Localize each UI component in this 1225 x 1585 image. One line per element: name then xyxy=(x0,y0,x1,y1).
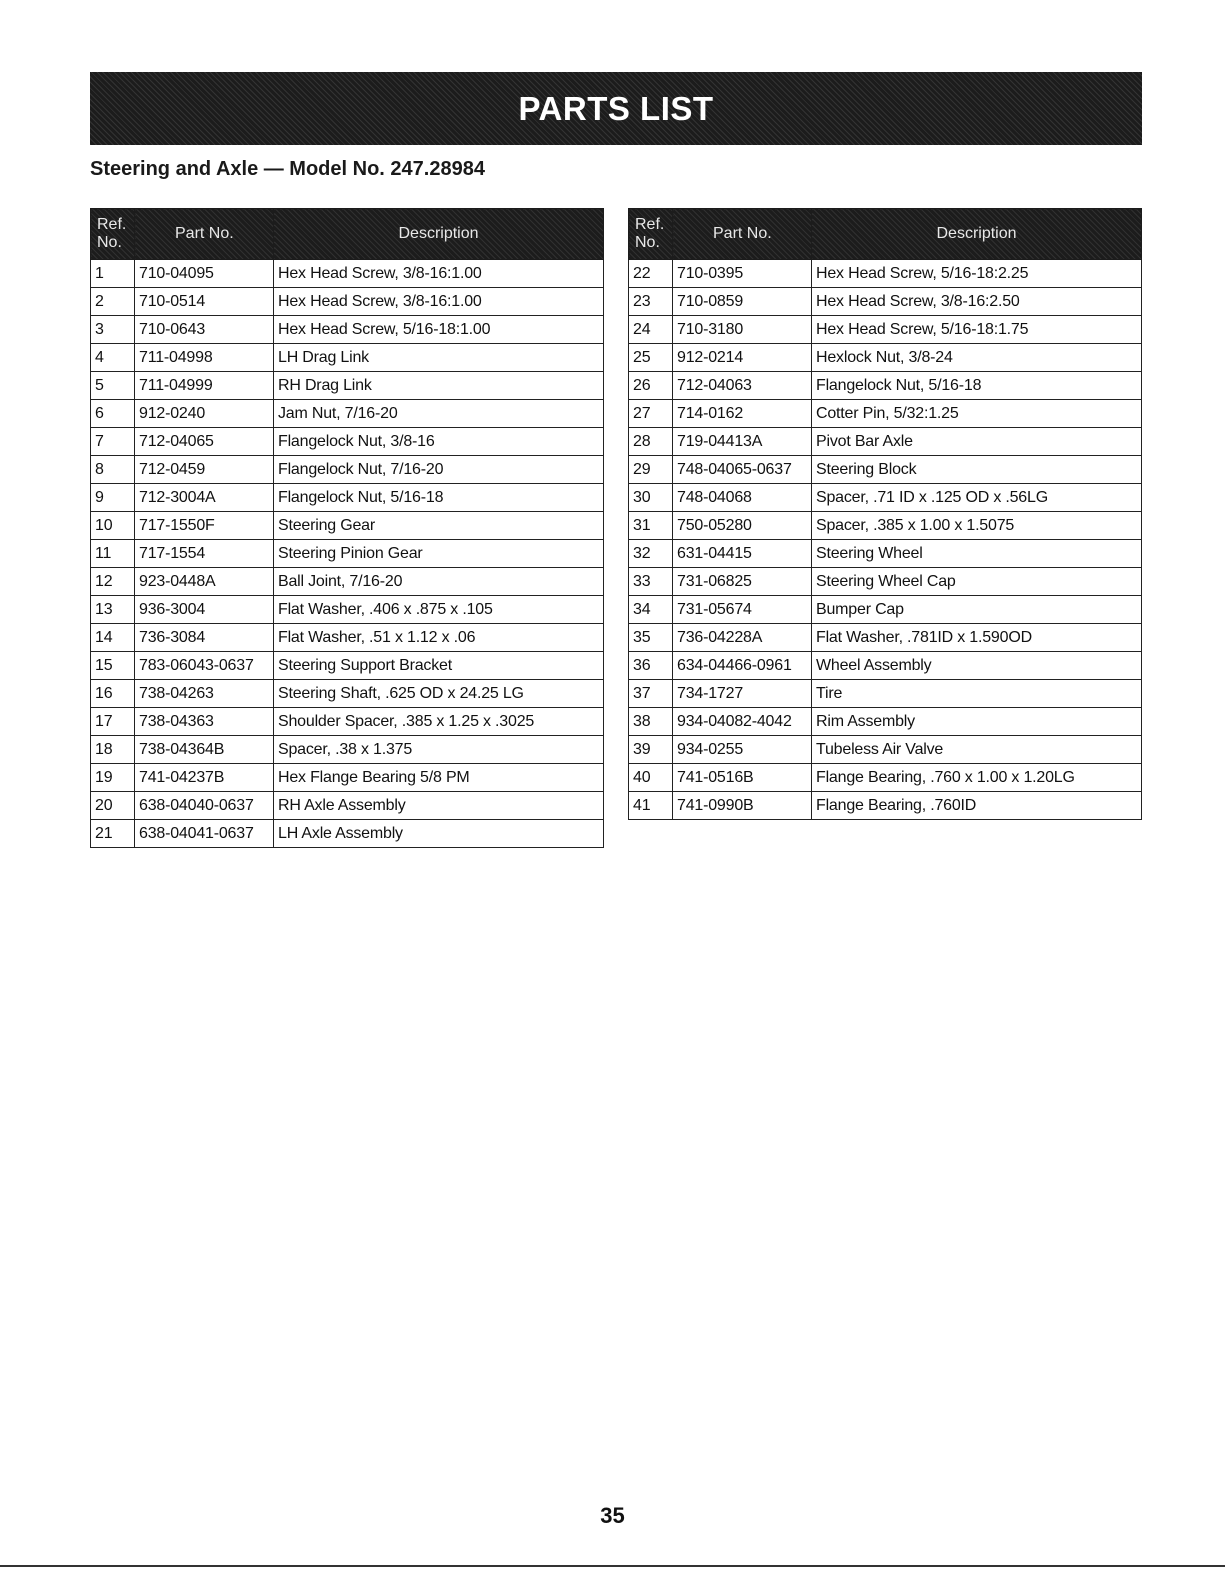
description-cell: Steering Wheel xyxy=(812,540,1142,568)
table-row xyxy=(91,512,604,540)
ref-no-cell: 37 xyxy=(629,680,673,708)
ref-no-cell: 29 xyxy=(629,456,673,484)
description-cell: RH Axle Assembly xyxy=(274,792,604,820)
part-no-cell: 710-0514 xyxy=(135,288,274,316)
part-no-cell: 783-06043-0637 xyxy=(135,652,274,680)
ref-no-cell: 39 xyxy=(629,736,673,764)
table-row xyxy=(629,400,1142,428)
description-cell: Flangelock Nut, 7/16-20 xyxy=(274,456,604,484)
description-cell: Tubeless Air Valve xyxy=(812,736,1142,764)
description-cell: Hex Head Screw, 5/16-18:1.00 xyxy=(274,316,604,344)
table-header-row xyxy=(629,209,1142,260)
ref-no-cell: 7 xyxy=(91,428,135,456)
part-no-cell: 936-3004 xyxy=(135,596,274,624)
description-cell: Flangelock Nut, 3/8-16 xyxy=(274,428,604,456)
part-no-cell: 717-1550F xyxy=(135,512,274,540)
table-row xyxy=(629,260,1142,288)
table-row xyxy=(629,568,1142,596)
table-row xyxy=(629,540,1142,568)
table-row xyxy=(629,456,1142,484)
ref-no-cell: 13 xyxy=(91,596,135,624)
part-no-cell: 923-0448A xyxy=(135,568,274,596)
table-row xyxy=(629,512,1142,540)
ref-no-cell: 3 xyxy=(91,316,135,344)
description-header: Description xyxy=(274,209,604,260)
ref-no-cell: 33 xyxy=(629,568,673,596)
ref-no-cell: 38 xyxy=(629,708,673,736)
table-row xyxy=(629,428,1142,456)
table-row xyxy=(629,316,1142,344)
description-cell: RH Drag Link xyxy=(274,372,604,400)
description-cell: Tire xyxy=(812,680,1142,708)
table-row xyxy=(91,568,604,596)
table-row xyxy=(629,680,1142,708)
description-cell: Flat Washer, .406 x .875 x .105 xyxy=(274,596,604,624)
table-row xyxy=(91,400,604,428)
description-cell: Rim Assembly xyxy=(812,708,1142,736)
table-row xyxy=(91,484,604,512)
part-no-header: Part No. xyxy=(135,209,274,260)
table-row xyxy=(91,764,604,792)
part-no-cell: 712-0459 xyxy=(135,456,274,484)
part-no-cell: 710-0643 xyxy=(135,316,274,344)
part-no-cell: 748-04068 xyxy=(673,484,812,512)
part-no-cell: 710-04095 xyxy=(135,260,274,288)
ref-no-cell: 34 xyxy=(629,596,673,624)
ref-no-cell: 27 xyxy=(629,400,673,428)
table-row xyxy=(629,652,1142,680)
ref-no-header: Ref. No. xyxy=(629,209,673,260)
ref-no-cell: 5 xyxy=(91,372,135,400)
parts-table-left xyxy=(90,208,604,848)
table-row xyxy=(629,764,1142,792)
description-cell: Wheel Assembly xyxy=(812,652,1142,680)
description-cell: Hex Flange Bearing 5/8 PM xyxy=(274,764,604,792)
table-row xyxy=(91,260,604,288)
part-no-cell: 731-06825 xyxy=(673,568,812,596)
description-cell: LH Axle Assembly xyxy=(274,820,604,848)
description-cell: Steering Pinion Gear xyxy=(274,540,604,568)
part-no-cell: 912-0214 xyxy=(673,344,812,372)
ref-no-cell: 40 xyxy=(629,764,673,792)
ref-no-cell: 18 xyxy=(91,736,135,764)
part-no-cell: 719-04413A xyxy=(673,428,812,456)
part-no-cell: 634-04466-0961 xyxy=(673,652,812,680)
part-no-cell: 711-04998 xyxy=(135,344,274,372)
ref-no-cell: 32 xyxy=(629,540,673,568)
description-cell: Hex Head Screw, 3/8-16:1.00 xyxy=(274,260,604,288)
description-cell: Flat Washer, .781ID x 1.590OD xyxy=(812,624,1142,652)
table-row xyxy=(91,624,604,652)
bottom-divider xyxy=(0,1565,1225,1567)
ref-no-cell: 19 xyxy=(91,764,135,792)
ref-no-cell: 15 xyxy=(91,652,135,680)
description-cell: Ball Joint, 7/16-20 xyxy=(274,568,604,596)
ref-no-cell: 20 xyxy=(91,792,135,820)
table-row xyxy=(629,792,1142,820)
description-cell: Shoulder Spacer, .385 x 1.25 x .3025 xyxy=(274,708,604,736)
part-no-cell: 750-05280 xyxy=(673,512,812,540)
ref-no-cell: 35 xyxy=(629,624,673,652)
description-cell: Steering Wheel Cap xyxy=(812,568,1142,596)
description-cell: Spacer, .385 x 1.00 x 1.5075 xyxy=(812,512,1142,540)
ref-no-cell: 17 xyxy=(91,708,135,736)
part-no-cell: 638-04041-0637 xyxy=(135,820,274,848)
table-row xyxy=(629,344,1142,372)
page-number: 35 xyxy=(600,1503,625,1528)
description-cell: Spacer, .71 ID x .125 OD x .56LG xyxy=(812,484,1142,512)
description-cell: Hexlock Nut, 3/8-24 xyxy=(812,344,1142,372)
ref-no-cell: 4 xyxy=(91,344,135,372)
parts-list-banner xyxy=(90,72,1142,145)
table-row xyxy=(91,596,604,624)
part-no-cell: 736-04228A xyxy=(673,624,812,652)
ref-no-cell: 12 xyxy=(91,568,135,596)
table-row xyxy=(629,736,1142,764)
ref-no-cell: 1 xyxy=(91,260,135,288)
description-cell: Bumper Cap xyxy=(812,596,1142,624)
table-row xyxy=(91,288,604,316)
table-row xyxy=(91,736,604,764)
part-no-cell: 738-04363 xyxy=(135,708,274,736)
ref-no-cell: 11 xyxy=(91,540,135,568)
part-no-cell: 711-04999 xyxy=(135,372,274,400)
table-row xyxy=(91,792,604,820)
ref-no-header: Ref. No. xyxy=(91,209,135,260)
part-no-cell: 631-04415 xyxy=(673,540,812,568)
part-no-cell: 710-3180 xyxy=(673,316,812,344)
description-cell: Flangelock Nut, 5/16-18 xyxy=(812,372,1142,400)
part-no-header: Part No. xyxy=(673,209,812,260)
ref-no-cell: 6 xyxy=(91,400,135,428)
ref-no-cell: 2 xyxy=(91,288,135,316)
part-no-cell: 912-0240 xyxy=(135,400,274,428)
part-no-cell: 710-0395 xyxy=(673,260,812,288)
part-no-cell: 934-04082-4042 xyxy=(673,708,812,736)
ref-no-cell: 10 xyxy=(91,512,135,540)
description-cell: Steering Support Bracket xyxy=(274,652,604,680)
ref-no-cell: 28 xyxy=(629,428,673,456)
description-cell: Flat Washer, .51 x 1.12 x .06 xyxy=(274,624,604,652)
table-row xyxy=(629,596,1142,624)
description-cell: Hex Head Screw, 5/16-18:2.25 xyxy=(812,260,1142,288)
description-cell: Jam Nut, 7/16-20 xyxy=(274,400,604,428)
description-cell: LH Drag Link xyxy=(274,344,604,372)
part-no-cell: 714-0162 xyxy=(673,400,812,428)
ref-no-cell: 41 xyxy=(629,792,673,820)
description-cell: Hex Head Screw, 3/8-16:2.50 xyxy=(812,288,1142,316)
part-no-cell: 738-04364B xyxy=(135,736,274,764)
part-no-cell: 731-05674 xyxy=(673,596,812,624)
description-cell: Hex Head Screw, 3/8-16:1.00 xyxy=(274,288,604,316)
part-no-cell: 717-1554 xyxy=(135,540,274,568)
table-row xyxy=(91,372,604,400)
table-row xyxy=(91,456,604,484)
table-row xyxy=(91,652,604,680)
table-header-row xyxy=(91,209,604,260)
parts-table-right xyxy=(628,208,1142,820)
description-cell: Flange Bearing, .760 x 1.00 x 1.20LG xyxy=(812,764,1142,792)
description-cell: Hex Head Screw, 5/16-18:1.75 xyxy=(812,316,1142,344)
ref-no-cell: 8 xyxy=(91,456,135,484)
ref-no-cell: 21 xyxy=(91,820,135,848)
part-no-cell: 638-04040-0637 xyxy=(135,792,274,820)
ref-no-cell: 22 xyxy=(629,260,673,288)
part-no-cell: 712-3004A xyxy=(135,484,274,512)
ref-no-cell: 24 xyxy=(629,316,673,344)
ref-no-cell: 30 xyxy=(629,484,673,512)
table-row xyxy=(629,624,1142,652)
description-cell: Spacer, .38 x 1.375 xyxy=(274,736,604,764)
ref-no-cell: 9 xyxy=(91,484,135,512)
ref-no-cell: 25 xyxy=(629,344,673,372)
description-cell: Steering Shaft, .625 OD x 24.25 LG xyxy=(274,680,604,708)
table-row xyxy=(629,484,1142,512)
part-no-cell: 712-04063 xyxy=(673,372,812,400)
part-no-cell: 736-3084 xyxy=(135,624,274,652)
part-no-cell: 741-04237B xyxy=(135,764,274,792)
description-cell: Flangelock Nut, 5/16-18 xyxy=(274,484,604,512)
ref-no-cell: 26 xyxy=(629,372,673,400)
table-row xyxy=(629,288,1142,316)
part-no-cell: 748-04065-0637 xyxy=(673,456,812,484)
part-no-cell: 738-04263 xyxy=(135,680,274,708)
description-cell: Steering Block xyxy=(812,456,1142,484)
section-title: Steering and Axle — Model No. 247.28984 xyxy=(90,158,485,180)
description-cell: Cotter Pin, 5/32:1.25 xyxy=(812,400,1142,428)
banner-title: PARTS LIST xyxy=(518,89,714,127)
description-header: Description xyxy=(812,209,1142,260)
table-row xyxy=(91,428,604,456)
table-row xyxy=(91,680,604,708)
ref-no-cell: 23 xyxy=(629,288,673,316)
table-row xyxy=(91,708,604,736)
description-cell: Flange Bearing, .760ID xyxy=(812,792,1142,820)
description-cell: Steering Gear xyxy=(274,512,604,540)
part-no-cell: 741-0990B xyxy=(673,792,812,820)
ref-no-cell: 16 xyxy=(91,680,135,708)
part-no-cell: 710-0859 xyxy=(673,288,812,316)
table-row xyxy=(629,372,1142,400)
part-no-cell: 734-1727 xyxy=(673,680,812,708)
part-no-cell: 712-04065 xyxy=(135,428,274,456)
table-row xyxy=(91,820,604,848)
table-row xyxy=(629,708,1142,736)
ref-no-cell: 36 xyxy=(629,652,673,680)
description-cell: Pivot Bar Axle xyxy=(812,428,1142,456)
part-no-cell: 934-0255 xyxy=(673,736,812,764)
ref-no-cell: 14 xyxy=(91,624,135,652)
part-no-cell: 741-0516B xyxy=(673,764,812,792)
table-row xyxy=(91,344,604,372)
ref-no-cell: 31 xyxy=(629,512,673,540)
table-row xyxy=(91,316,604,344)
table-row xyxy=(91,540,604,568)
